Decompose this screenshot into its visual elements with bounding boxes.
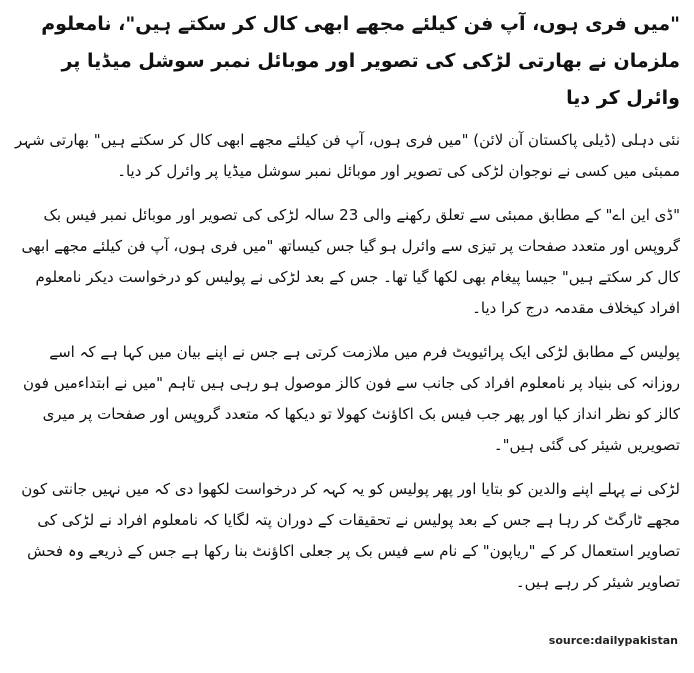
article-paragraph-4: لڑکی نے پہلے اپنے والدین کو بتایا اور پھر پولیس کو یہ کہہ کر درخواست لکھوا دی کہ میں نہیں جانتی کون مجھے ٹارگٹ کر رہا ہے جس کے بعد پولیس نے تحقیقات کے دوران پتہ لگایا کہ نامعلوم افراد نے لڑکی کی تصاویر استعمال کر کے "ریاپون" کے نام سے فیس بک پر جعلی اکاﺅنٹ بنا رکھا ہے جس کے ذریعے وہ فحش تصاویر شیئر کر رہے ہیں۔ xyxy=(21,480,680,591)
source-credit: source:dailypakistan xyxy=(548,634,678,647)
article-paragraph-1: نئی دہلی (ڈیلی پاکستان آن لائن) "میں فری ہوں، آپ فن کیلئے مجھے ابھی کال کر سکتے ہیں" بھارتی شہر ممبئی میں کسی نے نوجوان لڑکی کی تصویر اور موبائل نمبر سوشل میڈیا پر وائرل کر دیا۔ xyxy=(15,131,680,180)
article-paragraph-3: پولیس کے مطابق لڑکی ایک پرائیویٹ فرم میں ملازمت کرتی ہے جس نے اپنے بیان میں کہا ہے کہ اسے روزانہ کی بنیاد پر نامعلوم افراد کی جانب سے فون کالز موصول ہو رہی ہیں تاہم "میں نے ابتداءمیں فون کالز کو نظر انداز کیا اور پھر جب فیس بک اکاﺅنٹ کھولا تو دیکھا کہ متعدد گروپس اور صفحات پر میری تصویریں شیئر کی گئی ہیں"۔ xyxy=(23,343,680,454)
article-headline: "میں فری ہوں، آپ فن کیلئے مجھے ابھی کال کر سکتے ہیں"، نامعلوم ملزمان نے بھارتی لڑکی کی تصویر اور موبائل نمبر سوشل میڈیا پر وائرل کر دیا xyxy=(41,13,680,109)
article-paragraph-2: "ڈی این اے" کے مطابق ممبئی سے تعلق رکھنے والی 23 سالہ لڑکی کی تصویر اور موبائل نمبر فیس بک گروپس اور متعدد صفحات پر تیزی سے وائرل ہو گیا جس کیساتھ "میں فری ہوں، آپ فن کیلئے مجھے ابھی کال کر سکتے ہیں" جیسا پیغام بھی لکھا گیا تھا۔ جس کے بعد لڑکی نے پولیس کو درخواست دیکر نامعلوم افراد کیخلاف مقدمہ درج کرا دیا۔ xyxy=(21,206,680,317)
